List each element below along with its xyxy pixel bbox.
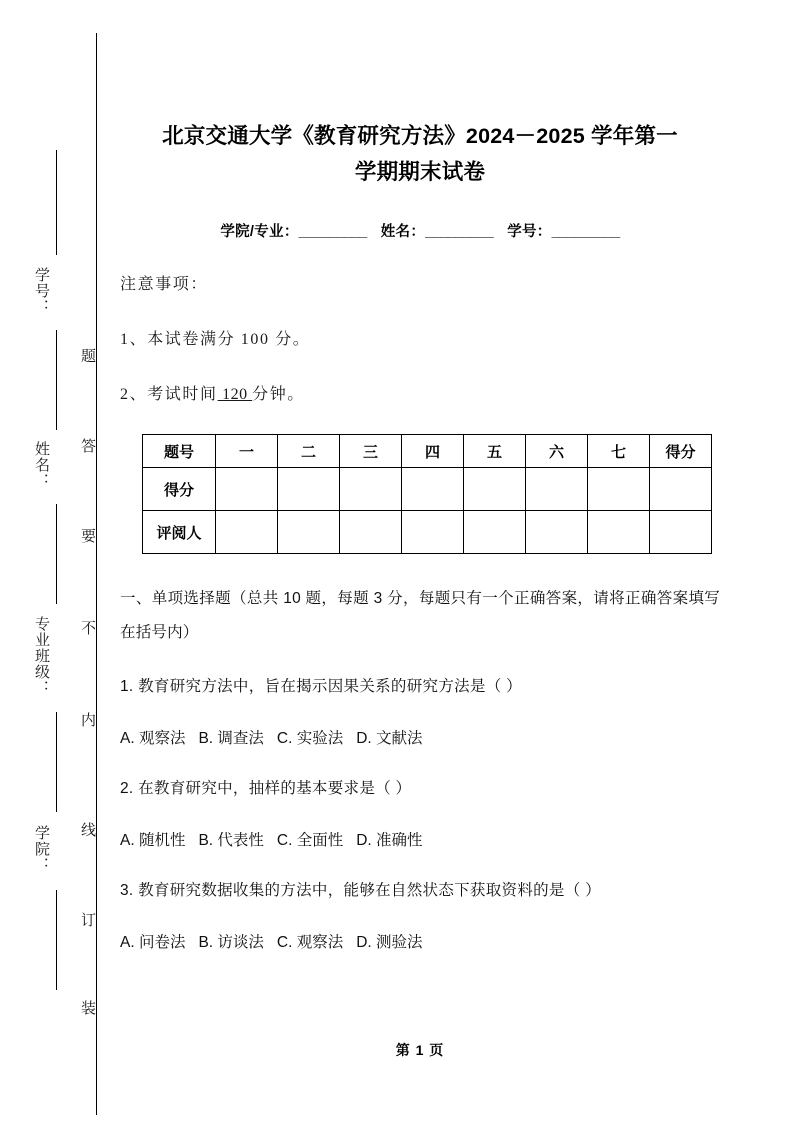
score-table-header-6: 六 — [526, 435, 588, 468]
score-table-header-8: 得分 — [650, 435, 712, 468]
score-cell-1-5[interactable] — [526, 511, 588, 554]
score-cell-0-7[interactable] — [650, 468, 712, 511]
question-stem-3: 3. 教育研究数据收集的方法中，能够在自然状态下获取资料的是（ ） — [120, 882, 601, 899]
table-row — [143, 511, 712, 554]
q3-option-c[interactable]: C. 观察法 — [276, 934, 344, 951]
score-cell-0-1[interactable] — [278, 468, 340, 511]
score-cell-1-1[interactable] — [278, 511, 340, 554]
q3-option-b[interactable]: B. 访谈法 — [198, 934, 264, 951]
notes-item-2-after: 分钟。 — [252, 386, 305, 403]
seal-inner-char-3: 不 — [79, 620, 95, 635]
score-table-header-4: 四 — [402, 435, 464, 468]
name-label: 姓名： — [380, 224, 426, 240]
binding-seal-column — [0, 0, 110, 1122]
student-id-blank[interactable]: _________ — [551, 224, 620, 240]
score-cell-0-5[interactable] — [526, 468, 588, 511]
student-id-label: 学号： — [507, 224, 552, 240]
table-row — [143, 468, 712, 511]
section-1-heading-line-1: 一、单项选择题（总共 10 题，每题 3 分，每题只有一个正确答案， — [120, 590, 594, 607]
notes-item-2 — [120, 349, 720, 404]
q1-option-b[interactable]: B. 调查法 — [198, 730, 264, 747]
seal-label-college: 学院： — [33, 825, 49, 873]
student-info-line — [120, 190, 720, 241]
seal-label-major-class: 专业班级： — [33, 616, 49, 696]
score-cell-0-4[interactable] — [464, 468, 526, 511]
name-blank[interactable]: _________ — [425, 224, 494, 240]
q2-option-d[interactable]: D. 准确性 — [356, 832, 423, 849]
seal-rule-4 — [56, 890, 57, 990]
score-cell-0-3[interactable] — [402, 468, 464, 511]
q1-option-d[interactable]: D. 文献法 — [356, 730, 423, 747]
notes-item-2-before: 2、考试时间 — [120, 386, 218, 403]
question-options-3 — [120, 904, 720, 956]
seal-inner-char-7: 装 — [79, 1000, 95, 1015]
score-cell-1-6[interactable] — [588, 511, 650, 554]
score-table-header-2: 二 — [278, 435, 340, 468]
score-table-container — [120, 404, 720, 554]
score-cell-1-2[interactable] — [340, 511, 402, 554]
score-cell-0-0[interactable] — [216, 468, 278, 511]
score-table-header-3: 三 — [340, 435, 402, 468]
section-1-heading — [120, 554, 720, 650]
college-blank[interactable]: _________ — [298, 224, 367, 240]
seal-inner-char-1: 答 — [79, 438, 95, 453]
score-cell-0-2[interactable] — [340, 468, 402, 511]
score-table-header-7: 七 — [588, 435, 650, 468]
section-1-heading-line-2: 请将正确答案填写在括号内） — [120, 590, 721, 641]
seal-inner-char-0: 题 — [79, 348, 95, 363]
score-cell-1-4[interactable] — [464, 511, 526, 554]
binding-main-vertical-line — [96, 33, 97, 1115]
seal-label-student-id: 学号： — [33, 267, 49, 315]
notes-item-1: 1、本试卷满分 100 分。 — [120, 331, 311, 348]
college-label: 学院/专业： — [220, 224, 299, 240]
page-footer: 第 1 页 — [395, 1042, 445, 1058]
q2-option-a[interactable]: A. 随机性 — [120, 832, 186, 849]
q1-option-c[interactable]: C. 实验法 — [276, 730, 344, 747]
page-title-line-2: 学期期末试卷 — [354, 160, 486, 184]
score-cell-1-7[interactable] — [650, 511, 712, 554]
seal-rule-1 — [56, 330, 57, 430]
table-row-header — [143, 435, 712, 468]
q3-option-d[interactable]: D. 测验法 — [356, 934, 423, 951]
q1-option-a[interactable]: A. 观察法 — [120, 730, 186, 747]
score-cell-1-0[interactable] — [216, 511, 278, 554]
seal-rule-2 — [56, 504, 57, 604]
q2-option-b[interactable]: B. 代表性 — [198, 832, 264, 849]
seal-inner-char-4: 内 — [79, 712, 95, 727]
seal-inner-char-6: 订 — [79, 912, 95, 927]
question-options-1 — [120, 700, 720, 752]
page-title-line-1: 北京交通大学《教育研究方法》2024－2025 学年第一 — [162, 124, 678, 148]
score-table-header-0: 题号 — [143, 435, 216, 468]
exam-duration-value: 120 — [217, 386, 253, 403]
q2-option-c[interactable]: C. 全面性 — [276, 832, 344, 849]
notes-heading: 注意事项： — [120, 276, 209, 293]
score-table-header-1: 一 — [216, 435, 278, 468]
score-table-header-5: 五 — [464, 435, 526, 468]
page-title — [120, 0, 720, 190]
seal-label-name: 姓名： — [33, 441, 49, 489]
seal-inner-char-2: 要 — [79, 528, 95, 543]
seal-rule-0 — [56, 150, 57, 255]
score-row-label-0: 得分 — [143, 468, 216, 511]
score-table — [142, 434, 712, 554]
q3-option-a[interactable]: A. 问卷法 — [120, 934, 186, 951]
seal-inner-char-5: 线 — [79, 822, 95, 837]
score-cell-0-6[interactable] — [588, 468, 650, 511]
seal-rule-3 — [56, 712, 57, 812]
question-stem-2: 2. 在教育研究中，抽样的基本要求是（ ） — [120, 780, 412, 797]
paper-content — [120, 0, 720, 1122]
question-stem-1: 1. 教育研究方法中，旨在揭示因果关系的研究方法是（ ） — [120, 678, 522, 695]
question-options-2 — [120, 802, 720, 854]
score-row-label-1: 评阅人 — [143, 511, 216, 554]
score-cell-1-3[interactable] — [402, 511, 464, 554]
